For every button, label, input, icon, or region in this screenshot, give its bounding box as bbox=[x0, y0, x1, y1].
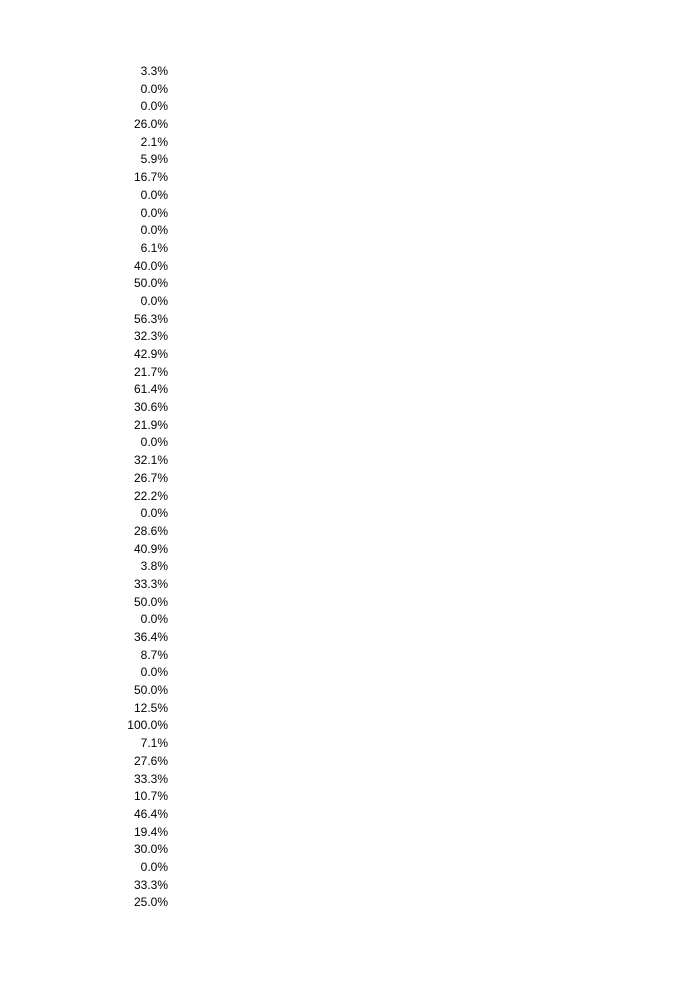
percentage-cell: 27.6% bbox=[133, 753, 168, 768]
percentage-cell: 0.0% bbox=[140, 506, 168, 521]
percentage-cell: 50.0% bbox=[133, 594, 168, 609]
percentage-cell: 0.0% bbox=[140, 435, 168, 450]
percentage-cell: 0.0% bbox=[140, 859, 168, 874]
percentage-cell: 26.0% bbox=[133, 117, 168, 132]
percentage-cell: 0.0% bbox=[140, 187, 168, 202]
percentage-cell: 8.7% bbox=[140, 647, 168, 662]
percentage-cell: 3.3% bbox=[140, 64, 168, 78]
percentage-cell: 6.1% bbox=[140, 240, 168, 255]
percentage-cell: 33.3% bbox=[133, 576, 168, 591]
percentage-cell: 3.8% bbox=[140, 559, 168, 574]
percentage-cell: 50.0% bbox=[133, 276, 168, 291]
percentage-cell: 5.9% bbox=[140, 152, 168, 167]
percentage-cell: 32.3% bbox=[133, 329, 168, 344]
percentage-cell: 7.1% bbox=[140, 736, 168, 751]
percentage-cell: 50.0% bbox=[133, 683, 168, 698]
percentage-cell: 25.0% bbox=[133, 895, 168, 910]
percentage-cell: 30.6% bbox=[133, 400, 168, 415]
percentage-cell: 61.4% bbox=[133, 382, 168, 397]
percentage-cell: 30.0% bbox=[133, 842, 168, 857]
percentage-cell: 10.7% bbox=[133, 789, 168, 804]
percentage-cell: 32.1% bbox=[133, 453, 168, 468]
percentage-cell: 42.9% bbox=[133, 347, 168, 361]
percentage-cell: 33.3% bbox=[133, 877, 168, 892]
percentage-cell: 0.0% bbox=[140, 293, 168, 308]
percentage-cell: 46.4% bbox=[133, 806, 168, 821]
percentage-cell: 56.3% bbox=[133, 311, 168, 326]
percentage-cell: 21.9% bbox=[133, 417, 168, 432]
percentage-cell: 0.0% bbox=[140, 223, 168, 238]
percentage-cell: 0.0% bbox=[140, 99, 168, 114]
percentage-cell: 0.0% bbox=[140, 612, 168, 627]
percentage-cell: 0.0% bbox=[140, 205, 168, 220]
percentage-cell: 12.5% bbox=[133, 700, 168, 715]
percentage-cell: 100.0% bbox=[127, 718, 168, 733]
percentage-cell: 0.0% bbox=[140, 81, 168, 96]
percentage-cell: 21.7% bbox=[133, 364, 168, 379]
percentage-cell: 0.0% bbox=[140, 665, 168, 680]
percentage-cell: 19.4% bbox=[133, 824, 168, 839]
percentage-cell: 16.7% bbox=[133, 170, 168, 185]
percentage-cell: 2.1% bbox=[140, 134, 168, 149]
percentage-cell: 36.4% bbox=[133, 630, 168, 644]
percentage-cell: 26.7% bbox=[133, 470, 168, 485]
percentage-cell: 40.9% bbox=[133, 541, 168, 556]
percentage-cell: 33.3% bbox=[133, 771, 168, 786]
percentage-cell: 28.6% bbox=[133, 523, 168, 538]
percentage-cell: 22.2% bbox=[133, 488, 168, 503]
percentage-column bbox=[100, 63, 168, 912]
percentage-cell: 40.0% bbox=[133, 258, 168, 273]
